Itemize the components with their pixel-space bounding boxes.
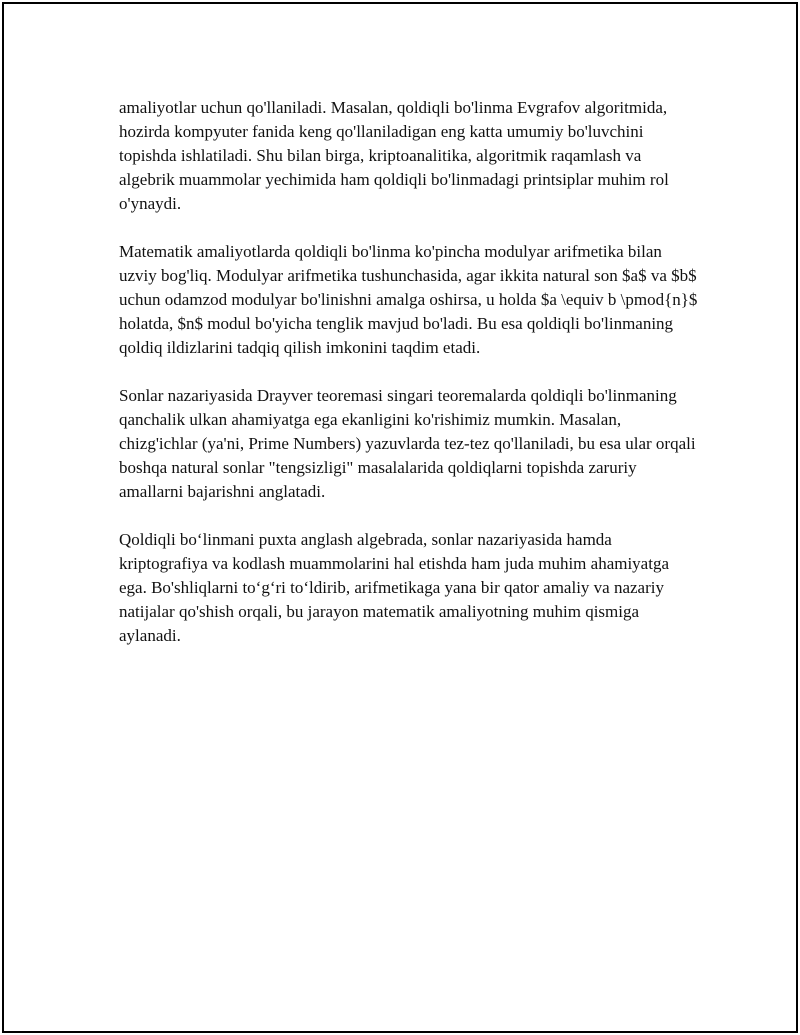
paragraph-2: Matematik amaliyotlarda qoldiqli bo'linma ko'pincha modulyar arifmetika bilan uzviy bog'liq. Modulyar arifmetika tushunchasida, agar ikkita natural son $a$ va $b$ uchun odamzod modulyar bo'linishni amalga oshirsa, u holda $a \equiv b \pmod{n}$ holatda, $n$ modul bo'yicha tenglik mavjud bo'ladi. Bu esa qoldiqli bo'linmaning qoldiq ildizlarini tadqiq qilish imkonini taqdim etadi. bbox=[119, 242, 698, 357]
paragraph-3: Sonlar nazariyasida Drayver teoremasi singari teoremalarda qoldiqli bo'linmaning qanchalik ulkan ahamiyatga ega ekanligini ko'rishimiz mumkin. Masalan, chizg'ichlar (ya'ni, Prime Numbers) yazuvlarda tez-tez qo'llaniladi, bu esa ular orqali boshqa natural sonlar "tengsizligi" masalalarida qoldiqlarni topishda zaruriy amallarni bajarishni anglatadi. bbox=[119, 386, 696, 501]
document-body bbox=[119, 96, 699, 672]
document-page bbox=[2, 2, 798, 1033]
paragraph-4: Qoldiqli bo‘linmani puxta anglash algebrada, sonlar nazariyasida hamda kriptografiya va kodlash muammolarini hal etishda ham juda muhim ahamiyatga ega. Bo'shliqlarni to‘g‘ri to‘ldirib, arifmetikaga yana bir qator amaliy va nazariy natijalar qo'shish orqali, bu jarayon matematik amaliyotning muhim qismiga aylanadi. bbox=[119, 530, 669, 645]
paragraph-1: amaliyotlar uchun qo'llaniladi. Masalan, qoldiqli bo'linma Evgrafov algoritmida, hozirda kompyuter fanida keng qo'llaniladigan eng katta umumiy bo'luvchini topishda ishlatiladi. Shu bilan birga, kriptoanalitika, algoritmik raqamlash va algebrik muammolar yechimida ham qoldiqli bo'linmadagi printsiplar muhim rol o'ynaydi. bbox=[119, 98, 669, 213]
